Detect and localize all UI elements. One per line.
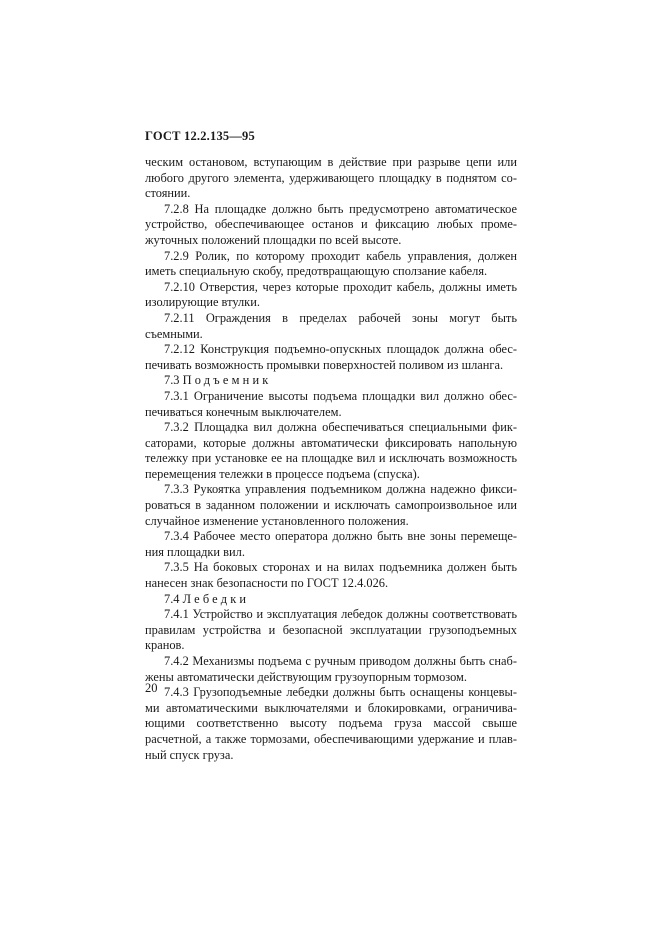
paragraph-7-3-3: 7.3.3 Рукоятка управления подъемником должна надежно фиксироваться в заданном положении и исключать самопроизвольное или случайное изменение установленного положения. — [145, 482, 517, 528]
paragraph-7-4-3: 7.4.3 Грузоподъемные лебедки должны быть оснащены концевыми автоматическими выключателями и блокировками, ограничивающими соответственно высоту подъема груза массой свыше расчетной, а также тормозами, обеспечивающими удержание и плавный спуск груза. — [145, 685, 517, 762]
paragraph-7-3-5: 7.3.5 На боковых сторонах и на вилах подъемника должен быть нанесен знак безопасности по ГОСТ 12.4.026. — [145, 560, 517, 591]
paragraph-7-3-2: 7.3.2 Площадка вил должна обеспечиваться специальными фиксаторами, которые должны автоматически фиксировать напольную тележку при установке ее на площадке вил и исключать возможность перемещения тележки в процессе подъема (спуска). — [145, 420, 517, 481]
paragraph-7-2-9: 7.2.9 Ролик, по которому проходит кабель управления, должен иметь специальную скобу, предотвращающую сползание кабеля. — [145, 248, 517, 279]
document-body — [145, 155, 517, 763]
paragraph-7-2-11: 7.2.11 Ограждения в пределах рабочей зоны могут быть съемными. — [145, 310, 517, 341]
section-number-7-3: 7.3 — [164, 373, 180, 388]
page-number: 20 — [145, 681, 158, 695]
paragraph-7-4-1: 7.4.1 Устройство и эксплуатация лебедок должны соответствовать правилам устройства и безопасной эксплуатации грузоподъемных кранов. — [145, 607, 517, 653]
paragraph-7-3-4: 7.3.4 Рабочее место оператора должно быть вне зоны перемещения площадки вил. — [145, 529, 517, 559]
paragraph-continuation: ческим остановом, вступающим в действие при разрыве цепи или любого другого элемента, удерживающего площадку в поднятом состоянии. — [145, 155, 517, 201]
section-title-7-4: Лебедки — [182, 591, 250, 606]
section-number-7-4: 7.4 — [164, 591, 180, 606]
section-title-7-3: Подъемник — [182, 373, 272, 388]
paragraph-7-2-8: 7.2.8 На площадке должно быть предусмотрено автоматическое устройство, обеспечивающее останов и фиксацию любых промежуточных положений площадки по всей высоте. — [145, 201, 517, 247]
paragraph-7-2-10: 7.2.10 Отверстия, через которые проходит кабель, должны иметь изолирующие втулки. — [145, 279, 517, 310]
paragraph-7-3-1: 7.3.1 Ограничение высоты подъема площадки вил должно обеспечиваться конечным выключателем. — [145, 388, 517, 419]
document-code-header: ГОСТ 12.2.135—95 — [145, 129, 255, 143]
section-heading-7-3 — [145, 373, 517, 389]
section-heading-7-4 — [145, 592, 517, 608]
paragraph-7-4-2: 7.4.2 Механизмы подъема с ручным приводом должны быть снабжены автоматически действующим грузоупорным тормозом. — [145, 654, 517, 684]
paragraph-7-2-12: 7.2.12 Конструкция подъемно-опускных площадок должна обеспечивать возможность промывки поверхностей поливом из шланга. — [145, 342, 517, 372]
